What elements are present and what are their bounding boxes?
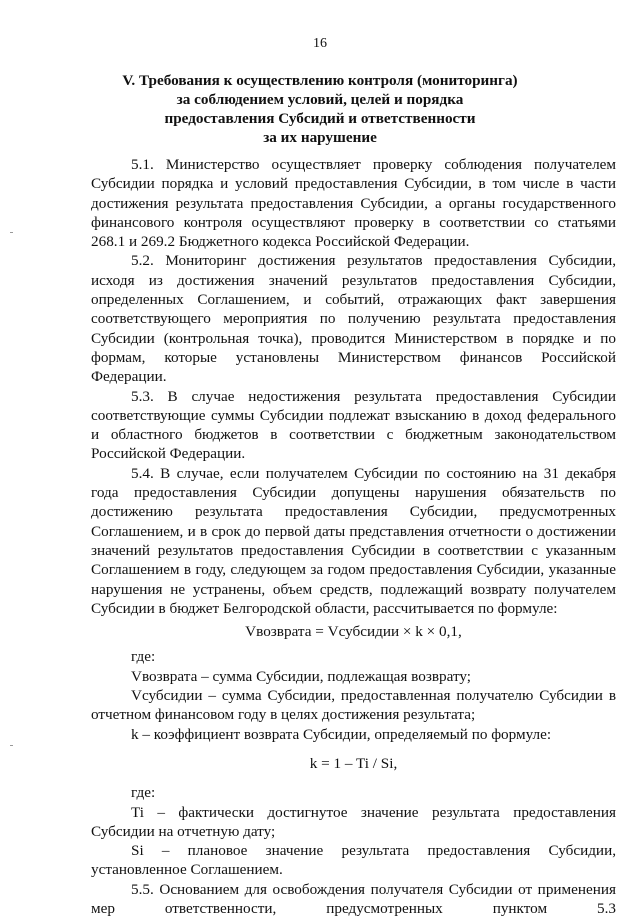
- paragraph-5-4: 5.4. В случае, если получателем Субсидии по состоянию на 31 декабря года предоставления Субсидии допущены нарушения обязательств по достижению результата предоставления Субсидии, предусмотренных Соглашением, и в срок до первой даты представления отчетности о достижении значений результатов предоставления Субсидии в соответствии с указанным Соглашением в году, следующем за годом предоставления Субсидии, указанные нарушения не устранены, объем средств, подлежащий возврату получателем Субсидии в бюджет Белгородской области, рассчитывается по формуле:: [91, 464, 616, 617]
- heading-line-2: за соблюдением условий, целей и порядка: [176, 91, 464, 108]
- definition-v-return: Vвозврата – сумма Субсидии, подлежащая возврату;: [131, 667, 472, 685]
- heading-line-3: предоставления Субсидий и ответственности: [164, 110, 476, 127]
- definition-k: k – коэффициент возврата Субсидии, определяемый по формуле:: [131, 725, 552, 743]
- paragraph-5-1: 5.1. Министерство осуществляет проверку соблюдения получателем Субсидии порядка и условий предоставления Субсидии, в том числе в части достижения результата предоставления Субсидии, а органы государственного финансового контроля осуществляют проверку в соответствии со статьями 268.1 и 269.2 Бюджетного кодекса Российской Федерации.: [91, 156, 616, 251]
- scan-mark: [10, 745, 13, 746]
- definition-v-subsidy: Vсубсидии – сумма Субсидии, предоставленная получателю Субсидии в отчетном финансовом году в целях достижения результата;: [91, 687, 616, 724]
- definition-ti: Ti – фактически достигнутое значение результата предоставления Субсидии на отчетную дату;: [91, 803, 616, 840]
- formula-return-volume: Vвозврата = Vсубсидии × k × 0,1,: [245, 623, 462, 641]
- document-body: [91, 155, 616, 918]
- page-number: 16: [313, 36, 327, 51]
- section-heading: [90, 71, 550, 147]
- scan-mark: [10, 232, 13, 233]
- heading-line-4: за их нарушение: [263, 129, 377, 146]
- definition-si: Si – плановое значение результата предоставления Субсидии, установленное Соглашением.: [91, 842, 616, 879]
- paragraph-5-3: 5.3. В случае недостижения результата предоставления Субсидии соответствующие суммы Субсидии подлежат взысканию в доход федерального и областного бюджетов в соответствии с бюджетным законодательством Российской Федерации.: [91, 387, 616, 463]
- where-label-2: где:: [131, 784, 156, 802]
- paragraph-5-2: 5.2. Мониторинг достижения результатов предоставления Субсидии, исходя из достижения значений результатов предоставления Субсидии, определенных Соглашением, и событий, отражающих факт завершения соответствующего мероприятия по получению результата предоставления Субсидии (контрольная точка), проводится Министерством в порядке и по формам, которые установлены Министерством финансов Российской Федерации.: [91, 252, 616, 386]
- where-label-1: где:: [131, 648, 156, 666]
- paragraph-5-5: 5.5. Основанием для освобождения получателя Субсидии от применения мер ответственности, предусмотренных пунктом 5.3: [91, 880, 616, 917]
- heading-line-1: V. Требования к осуществлению контроля (мониторинга): [122, 72, 518, 89]
- formula-coefficient: k = 1 – Ti / Si,: [309, 754, 398, 772]
